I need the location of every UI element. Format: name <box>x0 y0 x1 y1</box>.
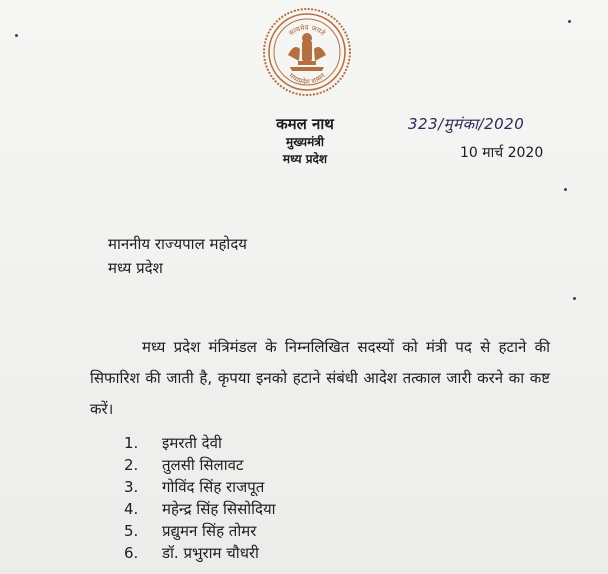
minister-list-item <box>124 454 276 476</box>
paper-mark <box>15 34 18 37</box>
list-item-number: 3. <box>124 478 139 496</box>
addressee-line-1: माननीय राज्यपाल महोदय <box>108 235 247 253</box>
paper-mark <box>568 20 571 23</box>
lion-capital-icon <box>288 33 326 71</box>
minister-list-item <box>124 520 276 542</box>
body-paragraph-text: मध्य प्रदेश मंत्रिमंडल के निम्नलिखित सदस्यों को मंत्री पद से हटाने की सिफारिश की जाती है, कृपया इनको हटाने संबंधी आदेश तत्काल जारी करने का कष्ट करें। <box>90 338 550 418</box>
minister-name: गोविंद सिंह राजपूत <box>162 478 265 496</box>
sender-name: कमल नाथ <box>276 115 334 133</box>
letter-date: 10 मार्च 2020 <box>460 145 544 161</box>
state-emblem-seal <box>262 5 352 99</box>
minister-list-item <box>124 542 276 564</box>
minister-name: इमरती देवी <box>162 434 222 452</box>
body-paragraph <box>90 332 550 425</box>
addressee <box>108 232 247 280</box>
sender-state: मध्य प्रदेश <box>282 152 328 166</box>
minister-list-item <box>124 498 276 520</box>
list-item-number: 4. <box>124 500 139 518</box>
list-item-number: 5. <box>124 522 139 540</box>
paper-mark <box>564 188 567 191</box>
addressee-line-2: मध्य प्रदेश <box>108 259 163 277</box>
minister-name: महेन्द्र सिंह सिसोदिया <box>162 500 276 518</box>
sender-post: मुख्यमंत्री <box>285 135 325 149</box>
minister-name: डॉ. प्रभुराम चौधरी <box>162 544 259 562</box>
minister-list-item <box>124 476 276 498</box>
list-item-number: 1. <box>124 434 139 452</box>
reference-number: 323/मुमंका/2020 <box>408 115 525 133</box>
minister-list <box>124 432 276 564</box>
minister-list-item <box>124 432 276 454</box>
sender-block <box>240 114 370 168</box>
list-item-number: 6. <box>124 544 139 562</box>
minister-name: तुलसी सिलावट <box>162 456 244 474</box>
seal-bottom-text: मध्यप्रदेश शासन <box>287 71 327 87</box>
paper-mark <box>573 297 576 300</box>
seal-top-text: सत्यमेव जयते <box>287 23 327 38</box>
minister-name: प्रद्युमन सिंह तोमर <box>162 522 257 540</box>
list-item-number: 2. <box>124 456 139 474</box>
